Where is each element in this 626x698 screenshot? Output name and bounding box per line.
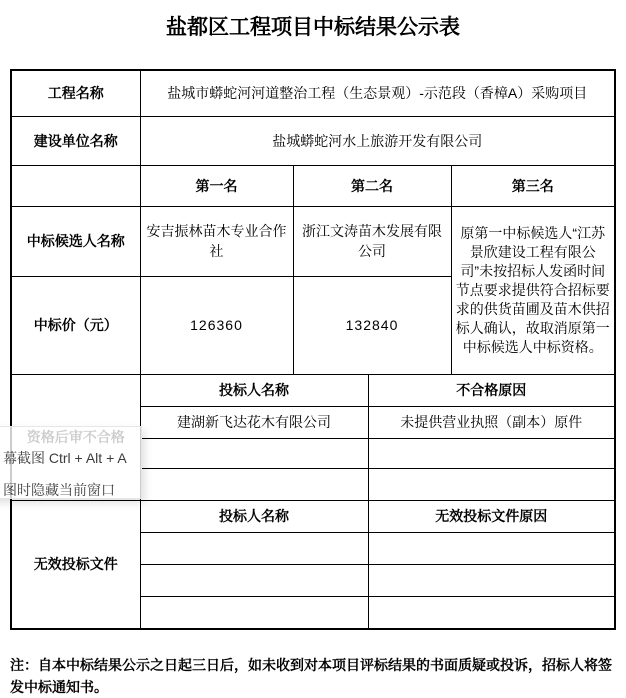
rank-header-third: 第三名 — [451, 165, 615, 206]
candidate-first: 安吉振林苗木专业合作社 — [140, 206, 293, 276]
table-row — [11, 116, 615, 165]
page-title: 盐都区工程项目中标结果公示表 — [166, 16, 460, 39]
empty-cell — [368, 468, 615, 500]
project-name-label: 工程名称 — [11, 70, 140, 116]
bid-result-table — [10, 69, 616, 630]
owner-label: 建设单位名称 — [11, 116, 140, 165]
candidates-label: 中标候选人名称 — [11, 206, 140, 276]
footer-note: 注：自本中标结果公示之日起三日后，如未收到对本项目评标结果的书面质疑或投诉，招标人将签发中标通知书。 — [10, 657, 612, 695]
disqualified-reason-header: 不合格原因 — [368, 374, 615, 406]
empty-cell — [368, 596, 615, 629]
price-first: 126360 — [140, 276, 293, 374]
empty-cell — [140, 468, 368, 500]
empty-cell — [140, 532, 368, 564]
screenshot-hint-tooltip — [0, 426, 142, 499]
owner-value: 盐城蟒蛇河水上旅游开发有限公司 — [140, 116, 615, 165]
empty-cell — [368, 532, 615, 564]
table-row — [11, 500, 615, 532]
screenshot-shortcut-text: 幕截图 Ctrl + Alt + A — [3, 450, 127, 466]
invalid-reason-header: 无效投标文件原因 — [368, 500, 615, 532]
table-row — [11, 206, 615, 276]
disqualified-bidder-name: 建湖新飞达花木有限公司 — [140, 406, 368, 438]
empty-cell — [140, 438, 368, 468]
table-row — [11, 70, 615, 116]
invalid-bidder-header: 投标人名称 — [140, 500, 368, 532]
disqualified-reason: 未提供营业执照（副本）原件 — [368, 406, 615, 438]
empty-cell — [368, 438, 615, 468]
empty-cell — [368, 564, 615, 596]
disqualified-bidder-header: 投标人名称 — [140, 374, 368, 406]
invalid-section-label: 无效投标文件 — [11, 500, 140, 629]
third-place-note: 原第一中标候选人“江苏景欣建设工程有限公司”未按招标人发函时间节点要求提供符合招标要求的供货苗圃及苗木供招标人确认，故取消原第一中标候选人中标资格。 — [451, 206, 615, 374]
empty-cell — [140, 564, 368, 596]
hide-window-hint-text: 图时隐藏当前窗口 — [3, 482, 115, 498]
rank-header-second: 第二名 — [293, 165, 451, 206]
spacer-cell — [11, 165, 140, 206]
table-row — [11, 165, 615, 206]
price-second: 132840 — [293, 276, 451, 374]
project-name-value: 盐城市蟒蛇河河道整治工程（生态景观）-示范段（香樟A）采购项目 — [140, 70, 615, 116]
candidate-second: 浙江文涛苗木发展有限公司 — [293, 206, 451, 276]
empty-cell — [140, 596, 368, 629]
table-row — [11, 374, 615, 406]
rank-header-first: 第一名 — [140, 165, 293, 206]
price-label: 中标价（元） — [11, 276, 140, 374]
